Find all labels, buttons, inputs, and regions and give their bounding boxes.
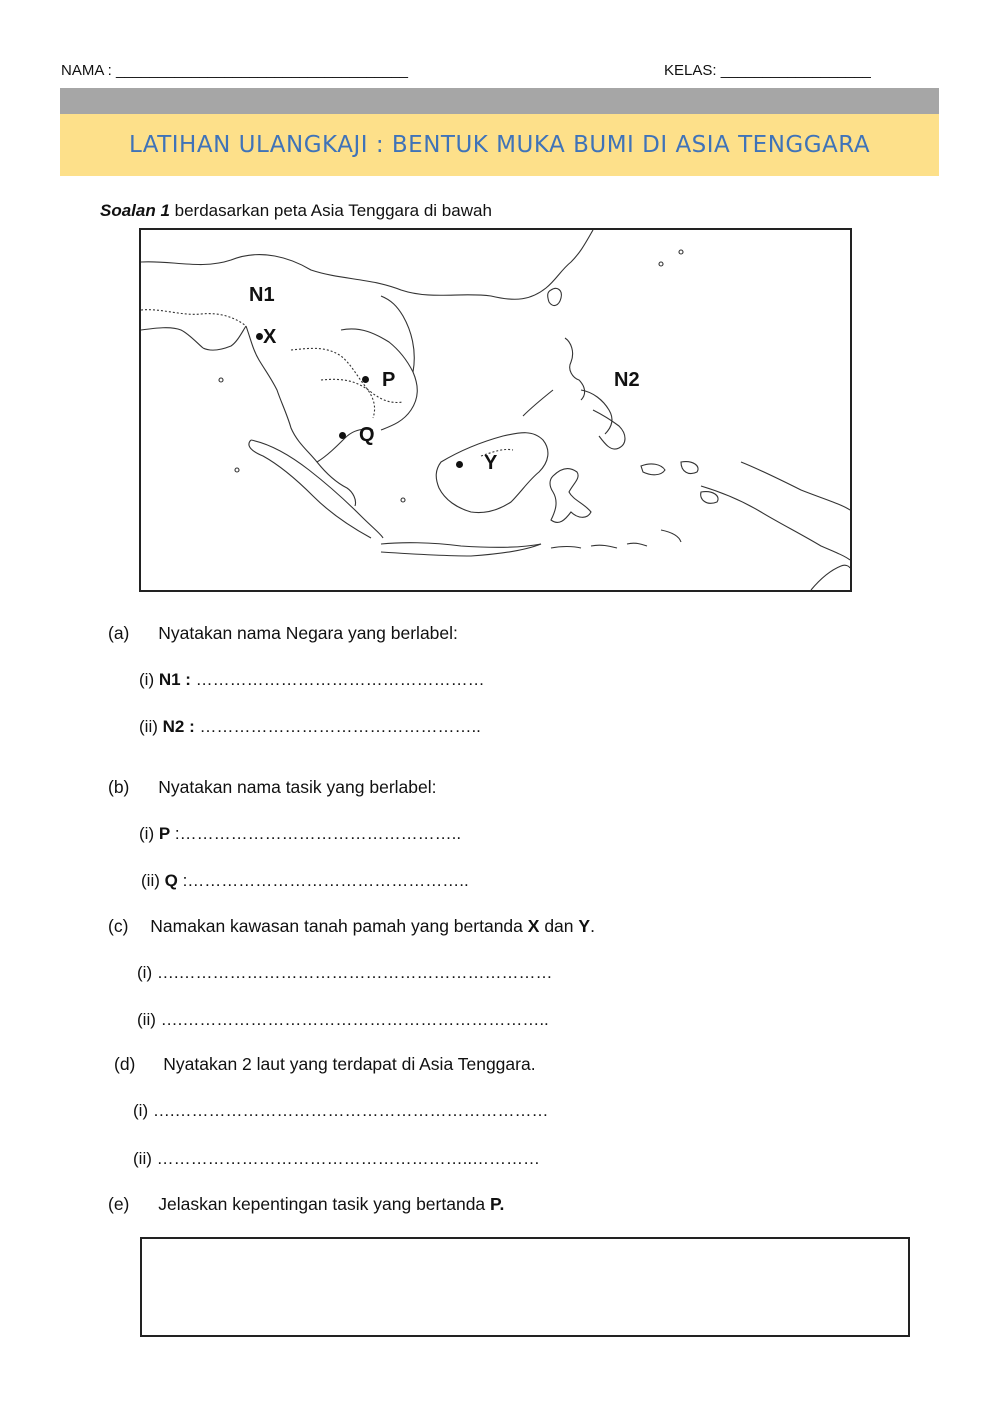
part-e-question bbox=[108, 1194, 504, 1215]
map-outline-drawing bbox=[141, 230, 850, 590]
part-e-text-pre: Jelaskan kepentingan tasik yang bertanda bbox=[158, 1194, 491, 1214]
part-a-question bbox=[108, 623, 458, 644]
point-q-dot bbox=[339, 432, 346, 439]
part-a-ii-line[interactable] bbox=[139, 717, 481, 737]
part-b-ii-answer[interactable]: :………………………………………….. bbox=[177, 871, 469, 890]
part-a-i-line[interactable] bbox=[139, 670, 485, 690]
worksheet-title: LATIHAN ULANGKAJI : BENTUK MUKA BUMI DI ASIA TENGGARA bbox=[128, 132, 871, 158]
part-b-ii-prefix: (ii) bbox=[141, 871, 165, 890]
part-c-text-pre: Namakan kawasan tanah pamah yang bertanda bbox=[150, 916, 528, 936]
map-label-n1: N1 bbox=[249, 284, 275, 306]
part-d-number: (d) bbox=[114, 1054, 136, 1074]
part-c-text-end: . bbox=[590, 916, 595, 936]
part-e-number: (e) bbox=[108, 1194, 130, 1214]
part-b-question bbox=[108, 777, 436, 798]
part-b-number: (b) bbox=[108, 777, 130, 797]
map-label-p: P bbox=[382, 369, 396, 391]
class-line[interactable] bbox=[664, 62, 871, 79]
map-label-q: Q bbox=[359, 424, 375, 446]
part-a-ii-key: N2 : bbox=[162, 717, 195, 736]
map-label-y: Y bbox=[484, 452, 498, 474]
part-a-i-answer[interactable]: …………………………………………… bbox=[190, 670, 485, 689]
part-b-ii-line[interactable] bbox=[141, 871, 469, 891]
part-a-text: Nyatakan nama Negara yang berlabel: bbox=[158, 623, 458, 643]
part-a-ii-answer[interactable]: ………………………………………….. bbox=[194, 717, 481, 736]
part-b-i-key: P bbox=[158, 824, 171, 843]
part-a-number: (a) bbox=[108, 623, 130, 643]
part-c-text-mid: dan bbox=[539, 916, 579, 936]
name-line[interactable] bbox=[61, 62, 408, 79]
part-c-i-answer[interactable]: (i) ….………………………………………………………… bbox=[137, 963, 553, 982]
part-a-ii-prefix: (ii) bbox=[139, 717, 163, 736]
map-label-n2: N2 bbox=[614, 369, 640, 391]
part-b-text: Nyatakan nama tasik yang berlabel: bbox=[158, 777, 437, 797]
point-p-dot bbox=[362, 376, 369, 383]
header-grey-bar bbox=[60, 88, 939, 114]
part-d-ii-answer[interactable]: (ii) ………………………………………………..………… bbox=[133, 1149, 541, 1168]
question-intro-text: berdasarkan peta Asia Tenggara di bawah bbox=[169, 201, 492, 220]
part-b-i-line[interactable] bbox=[139, 824, 461, 844]
part-d-question bbox=[114, 1054, 536, 1075]
part-c-key-y: Y bbox=[578, 916, 591, 936]
part-b-i-prefix: (i) bbox=[139, 824, 159, 843]
part-c-number: (c) bbox=[108, 916, 129, 936]
name-label: NAMA : bbox=[61, 62, 117, 79]
part-b-ii-key: Q bbox=[164, 871, 178, 890]
class-label: KELAS: bbox=[664, 62, 721, 79]
part-e-key: P. bbox=[490, 1194, 505, 1214]
question-number: Soalan 1 bbox=[100, 201, 170, 220]
part-e-text bbox=[158, 1194, 504, 1214]
part-b-i-answer[interactable]: :………………………………………….. bbox=[170, 824, 462, 843]
question-intro bbox=[100, 201, 492, 221]
part-c-key-x: X bbox=[527, 916, 540, 936]
part-c-ii-answer[interactable]: (ii) ….……………………………………………………….. bbox=[137, 1010, 549, 1029]
part-d-text: Nyatakan 2 laut yang terdapat di Asia Tenggara. bbox=[163, 1054, 536, 1074]
part-a-i-key: N1 : bbox=[158, 670, 191, 689]
point-y-dot bbox=[456, 461, 463, 468]
name-blank[interactable]: ___________________________________ bbox=[116, 62, 408, 79]
point-x-dot bbox=[256, 333, 263, 340]
part-e-answer-box[interactable] bbox=[140, 1237, 910, 1337]
title-band bbox=[60, 114, 939, 176]
part-c-text bbox=[150, 916, 595, 936]
class-blank[interactable]: __________________ bbox=[720, 62, 871, 79]
part-d-i-answer[interactable]: (i) ….………………………………………………………… bbox=[133, 1101, 549, 1120]
part-c-question bbox=[108, 916, 595, 937]
map-label-x: X bbox=[263, 326, 277, 348]
part-a-i-prefix: (i) bbox=[139, 670, 159, 689]
southeast-asia-map bbox=[139, 228, 852, 592]
